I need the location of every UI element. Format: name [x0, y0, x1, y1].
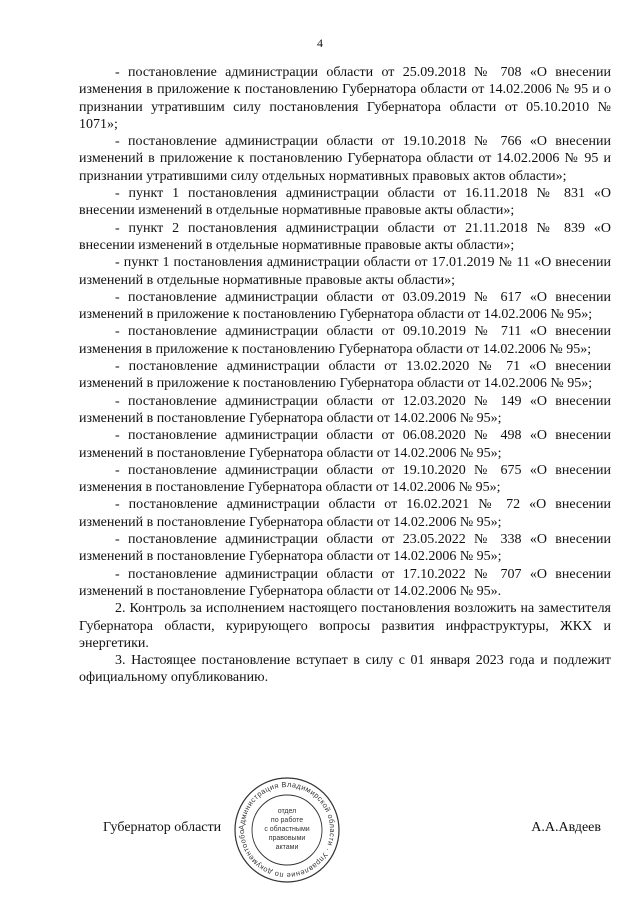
list-item: - постановление администрации области от 09.10.2019 № 711 «О внесении изменения в приложение к постановлению Губернатора области от 14.02.2006 № 95»;: [79, 324, 611, 357]
stamp-line: правовыми: [268, 835, 306, 842]
list-item: - пункт 1 постановления администрации области от 17.01.2019 № 11 «О внесении изменений в отдельные нормативные правовые акты области»;: [79, 255, 611, 288]
signatory-name: А.А.Авдеев: [531, 820, 601, 835]
list-item: - постановление администрации области от 03.09.2019 № 617 «О внесении изменений в приложение к постановлению Губернатора области от 14.02.2006 № 95»;: [79, 289, 611, 323]
list-item: - постановление администрации области от 19.10.2020 № 675 «О внесении изменения в постановление Губернатора области от 14.02.2006 № 95»;: [79, 462, 611, 496]
list-item: - постановление администрации области от 13.02.2020 № 71 «О внесении изменений в приложение к постановлению Губернатора области от 14.02.2006 № 95»;: [79, 359, 611, 392]
stamp-line: актами: [275, 844, 299, 851]
signature-block: [79, 820, 611, 840]
document-body: [79, 64, 611, 687]
list-item: - постановление администрации области от 19.10.2018 № 766 «О внесении изменений в приложение к постановлению Губернатора области от 14.02.2006 № 95 и признании утратившими силу отдельных нормативных правовых актов области»;: [79, 134, 611, 184]
page-number: 4: [317, 36, 323, 50]
stamp-ring-text: Администрация Владимирской области · Управление по документообо: [236, 779, 338, 881]
clause-control: 2. Контроль за исполнением настоящего постановления возложить на заместителя Губернатора области, курирующего вопросы развития инфраструктуры, ЖКХ и энергетики.: [79, 601, 611, 651]
list-item: - пункт 1 постановления администрации области от 16.11.2018 № 831 «О внесении изменений в отдельные нормативные правовые акты области»;: [79, 186, 611, 219]
list-item: - постановление администрации области от 25.09.2018 № 708 «О внесении изменения в приложение к постановлению Губернатора области от 14.02.2006 № 95 и о признании утратившим силу постановления Губернатора области от 05.10.2010 № 1071»;: [79, 65, 611, 132]
stamp-line: отдел: [277, 808, 297, 815]
list-item: - постановление администрации области от 16.02.2021 № 72 «О внесении изменений в постановление Губернатора области от 14.02.2006 № 95»;: [79, 497, 611, 530]
list-item: - постановление администрации области от 23.05.2022 № 338 «О внесении изменений в постановление Губернатора области от 14.02.2006 № 95»;: [79, 532, 611, 565]
signatory-title: Губернатор области: [103, 820, 222, 835]
stamp-line: по работе: [270, 817, 304, 824]
list-item: - постановление администрации области от 17.10.2022 № 707 «О внесении изменений в постановление Губернатора области от 14.02.2006 № 95».: [79, 566, 611, 599]
official-stamp: [232, 775, 342, 885]
list-item: - постановление администрации области от 12.03.2020 № 149 «О внесении изменений в постановление Губернатора области от 14.02.2006 № 95»;: [79, 393, 611, 426]
list-item: - пункт 2 постановления администрации области от 21.11.2018 № 839 «О внесении изменений в отдельные нормативные правовые акты области»;: [79, 220, 611, 253]
list-item: - постановление администрации области от 06.08.2020 № 498 «О внесении изменений в постановление Губернатора области от 14.02.2006 № 95»;: [79, 428, 611, 461]
clause-effective-date: 3. Настоящее постановление вступает в силу с 01 января 2023 года и подлежит официальному опубликованию.: [79, 653, 611, 686]
stamp-line: с областными: [264, 826, 310, 833]
